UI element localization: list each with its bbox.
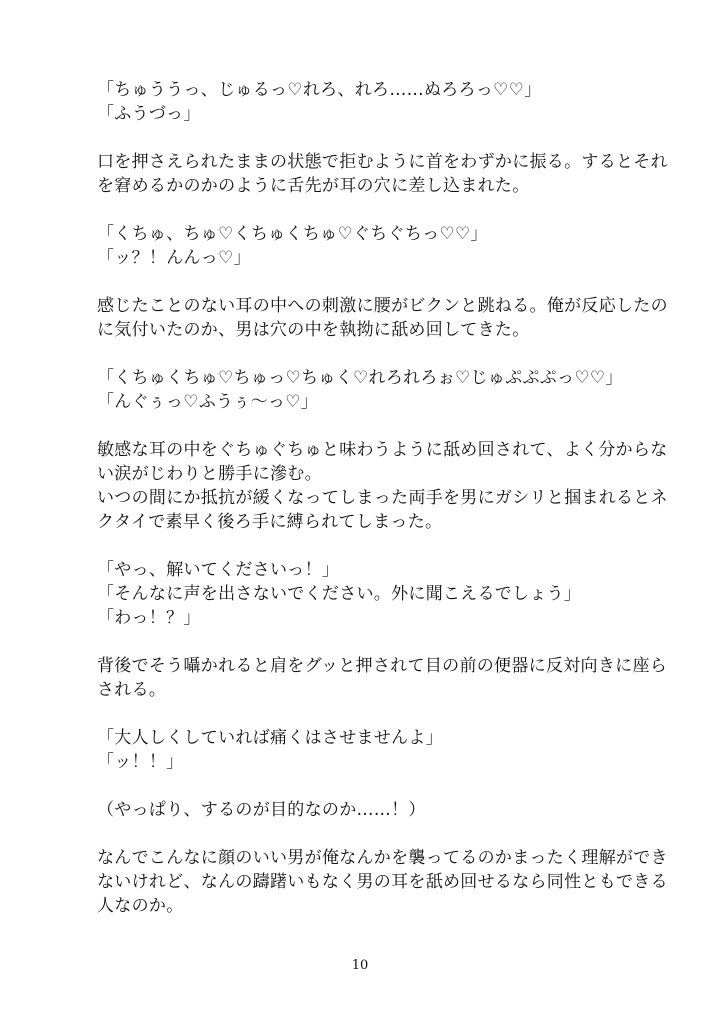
paragraph [97,726,637,774]
text-line: される。 [97,680,167,700]
text-line: 「ふうづっ」 [97,104,201,124]
text-line: いつの間にか抵抗が緩くなってしまった両手を男にガシリと掴まれるとネ [97,488,668,508]
paragraph-gap [97,342,637,366]
text-line: 「わっ！？」 [97,608,201,628]
text-line: ないけれど、なんの躊躇いもなく男の耳を舐め回せるなら同性ともできる [97,872,668,892]
paragraph-gap [97,198,637,222]
text-line: クタイで素早く後ろ手に縛られてしまった。 [97,512,443,532]
paragraph [97,558,637,630]
paragraph-gap [97,822,637,846]
text-line: い涙がじわりと勝手に滲む。 [97,464,322,484]
paragraph [97,846,668,918]
text-line: （やっぱり、するのが目的なのか……！） [97,800,426,820]
text-line: を窘めるかのかのように舌先が耳の穴に差し込まれた。 [97,176,530,196]
paragraph-gap [97,534,637,558]
paragraph [97,438,668,534]
page-number: 10 [351,958,369,973]
text-line: 感じたことのない耳の中への刺激に腰がビクンと跳ねる。俺が反応したの [97,296,668,316]
text-line: 「そんなに声を出さないでください。外に聞こえるでしょう」 [97,584,582,604]
paragraph [97,150,668,198]
text-line: 「やっ、解いてくださいっ！」 [97,560,340,580]
paragraph-gap [97,126,637,150]
text-line: 「ッ？！んんっ♡」 [97,248,251,268]
text-line: 口を押さえられたままの状態で拒むように首をわずかに振る。するとそれ [97,152,668,172]
text-line: に気付いたのか、男は穴の中を執拗に舐め回してきた。 [97,320,530,340]
paragraph [97,366,637,414]
paragraph-gap [97,270,637,294]
paragraph-gap [97,630,637,654]
text-line: 背後でそう囁かれると肩をグッと押されて目の前の便器に反対向きに座ら [97,656,668,676]
paragraph [97,78,637,126]
paragraph [97,798,637,822]
text-line: 「大人しくしていれば痛くはさせませんよ」 [97,728,443,748]
paragraph [97,654,668,702]
text-line: 人なのか。 [97,896,184,916]
text-line: 「ちゅううっ、じゅるっ♡れろ、れろ……ぬろろっ♡♡」 [97,80,542,100]
text-line: 敏感な耳の中をぐちゅぐちゅと味わうように舐め回されて、よく分からな [97,440,668,460]
text-line: 「くちゅ、ちゅ♡くちゅくちゅ♡ぐちぐちっ♡♡」 [97,224,488,244]
text-line: 「んぐぅっ♡ふうぅ〜っ♡」 [97,392,319,412]
paragraph-gap [97,414,637,438]
paragraph [97,222,637,270]
paragraph [97,294,668,342]
paragraph-gap [97,774,637,798]
text-line: なんでこんなに顔のいい男が俺なんかを襲ってるのかまったく理解ができ [97,848,668,868]
text-line: 「くちゅくちゅ♡ちゅっ♡ちゅく♡れろれろぉ♡じゅぷぷぷっ♡♡」 [97,368,623,388]
body-text [97,78,668,918]
text-line: 「ッ！！」 [97,752,184,772]
paragraph-gap [97,702,637,726]
